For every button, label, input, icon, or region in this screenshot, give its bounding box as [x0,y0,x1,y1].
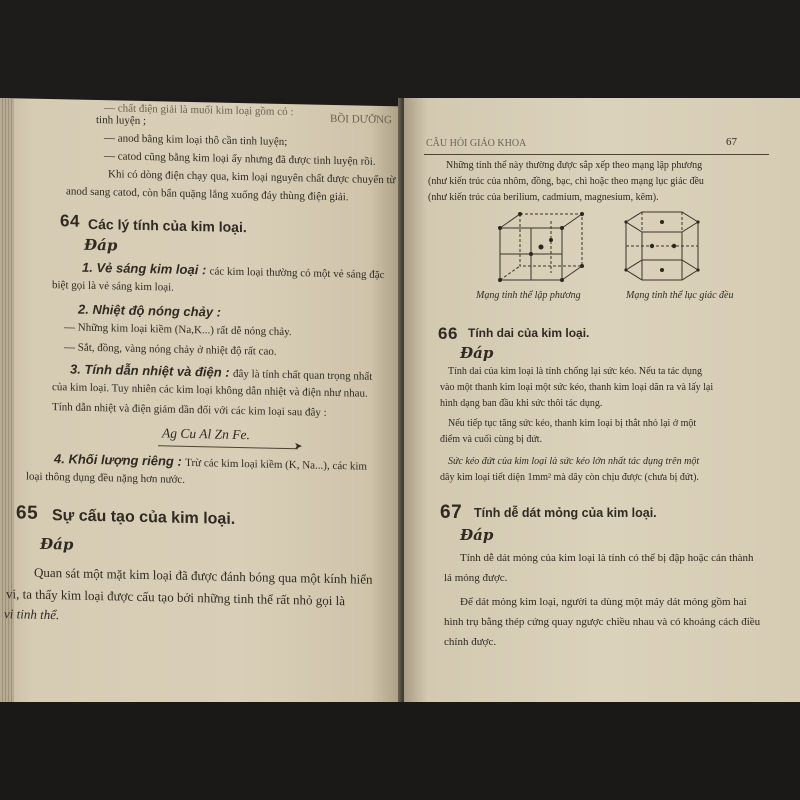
item-2-line-2: — Sắt, đồng, vàng nóng chảy ở nhiệt độ rất cao. [64,341,277,358]
left-top-line-6: anod sang catod, còn bẩn quặng lắng xuống đáy thùng điện giải. [66,185,349,204]
left-top-line-5: Khi có dòng điện chạy qua, kim loại nguyên chất được chuyển từ [108,168,396,187]
left-top-line-1: — chất điện giải là muối kim loại gồm có : [104,102,294,119]
left-top-line-3: — anod bằng kim loại thô cần tinh luyện; [104,132,288,149]
section-67-line-5: chỉnh được. [444,636,497,648]
section-67-number: 67 [440,502,463,523]
item-2-head: 2. Nhiệt độ nóng chảy : [78,301,222,320]
item-1-line [82,260,385,282]
cubic-lattice-icon [496,210,588,284]
section-66-line-5: điểm và cuối cùng bị đứt. [440,434,543,445]
item-3-line-3: Tính dẫn nhiệt và điện giảm dần đối với các kim loại sau đây : [52,401,327,419]
series-arrow-head: ➤ [294,441,303,453]
left-top-line-4: — catod cũng bằng kim loại ấy nhưng đã được tinh luyện rồi. [104,150,376,168]
conductivity-series: Ag Cu Al Zn Fe. [162,425,250,443]
hexagonal-lattice-icon [622,206,702,286]
item-4-head: 4. Khối lượng riêng : [54,451,182,469]
item-1-text-cont: biệt gọi là vẻ sáng kim loại. [52,279,174,294]
series-arrow-line [158,445,298,449]
cubic-lattice-caption: Mạng tinh thể lập phương [476,290,581,301]
section-67-line-3: Để dát mỏng kim loại, người ta dùng một máy dát mỏng gồm hai [460,596,747,608]
item-2-line-1: — Những kim loại kiềm (Na,K...) rất dễ nóng chảy. [64,321,292,339]
item-4-text: Trừ các kim loại kiềm (K, Na...), các kim [185,456,367,473]
section-67-line-4: hình trụ bằng thép cứng quay ngược chiều nhau và có khoảng cách điều [444,616,761,628]
section-66-line-3: hình dạng ban đầu khi sức thôi tác dụng. [440,398,603,409]
right-page-number: 67 [726,136,737,148]
section-65-line-2: vi, ta thấy kim loại được cấu tạo bởi những tinh thể rất nhỏ gọi là [6,586,346,609]
right-page [404,98,800,702]
section-64-answer-label: Đáp [84,235,118,255]
header-rule [424,154,769,155]
item-1-text: các kim loại thường có một vẻ sáng đặc [209,265,385,282]
intro-line-1: Những tinh thể này thường được sắp xếp theo mạng lập phương [446,160,703,171]
item-4-line-2: loại thông dụng đều nặng hơn nước. [26,470,186,486]
section-65-answer-label: Đáp [40,534,74,554]
section-66-line-6: Sức kéo đứt của kim loại là sức kéo lớn nhất tác dụng trên một [448,456,700,467]
section-65-number: 65 [16,502,39,524]
item-3-line-2: của kim loại. Tuy nhiên các kim loại không dẫn nhiệt và điện như nhau. [52,381,368,400]
section-64-title: Các lý tính của kim loại. [88,215,247,236]
section-66-number: 66 [438,324,458,343]
left-page [0,98,402,710]
item-4-line [54,451,367,474]
hexagonal-lattice-caption: Mạng tinh thể lục giác đều [626,290,734,301]
right-running-head: CÂU HỎI GIÁO KHOA [426,138,527,149]
left-running-head: BỒI DƯỠNG [330,112,393,127]
item-1-head: 1. Vẻ sáng kim loại : [82,259,207,278]
intro-line-3: (như kiến trúc của berilium, cadmium, magnesium, kẽm). [428,192,659,203]
section-65-line-3: vi tinh thể. [4,606,60,623]
section-66-line-1: Tính dai của kim loại là tính chống lại sức kéo. Nếu ta tác dụng [448,366,702,377]
section-65-title: Sự cấu tạo của kim loại. [52,507,236,528]
section-66-answer-label: Đáp [460,344,494,362]
section-65-line-1: Quan sát một mặt kim loại đã được đánh bóng qua một kính hiển [34,564,373,587]
section-67-title: Tính dễ dát mỏng của kim loại. [474,506,657,520]
section-67-line-1: Tính dễ dát mỏng của kim loại là tính có thể bị đập hoặc cán thành [460,552,754,564]
intro-line-2: (như kiến trúc của nhôm, đồng, bạc, chì hoặc theo mạng lục giác đều [428,176,704,187]
section-64-number: 64 [60,211,80,231]
section-66-line-4: Nếu tiếp tục tăng sức kéo, thanh kim loại bị thắt nhỏ lại ở một [448,418,697,429]
open-book [0,98,800,702]
section-66-line-2: vào một thanh kim loại một sức kéo, thanh kim loại dãn ra và lấy lại [440,382,714,393]
left-top-line-2: tinh luyện ; [96,114,147,128]
dark-background-top [0,0,800,98]
item-3-head: 3. Tính dẫn nhiệt và điện : [70,361,230,380]
section-67-line-2: lá mỏng được. [444,572,508,584]
section-66-line-7: dây kim loại tiết diện 1mm² mà dây còn chịu được (chưa bị đứt). [440,472,699,483]
item-3-text: đây là tính chất quan trọng nhất [233,367,373,383]
dark-background-bottom [0,702,800,800]
section-66-title: Tính dai của kim loại. [468,326,590,340]
section-67-answer-label: Đáp [460,526,494,544]
item-3-line [70,361,372,383]
